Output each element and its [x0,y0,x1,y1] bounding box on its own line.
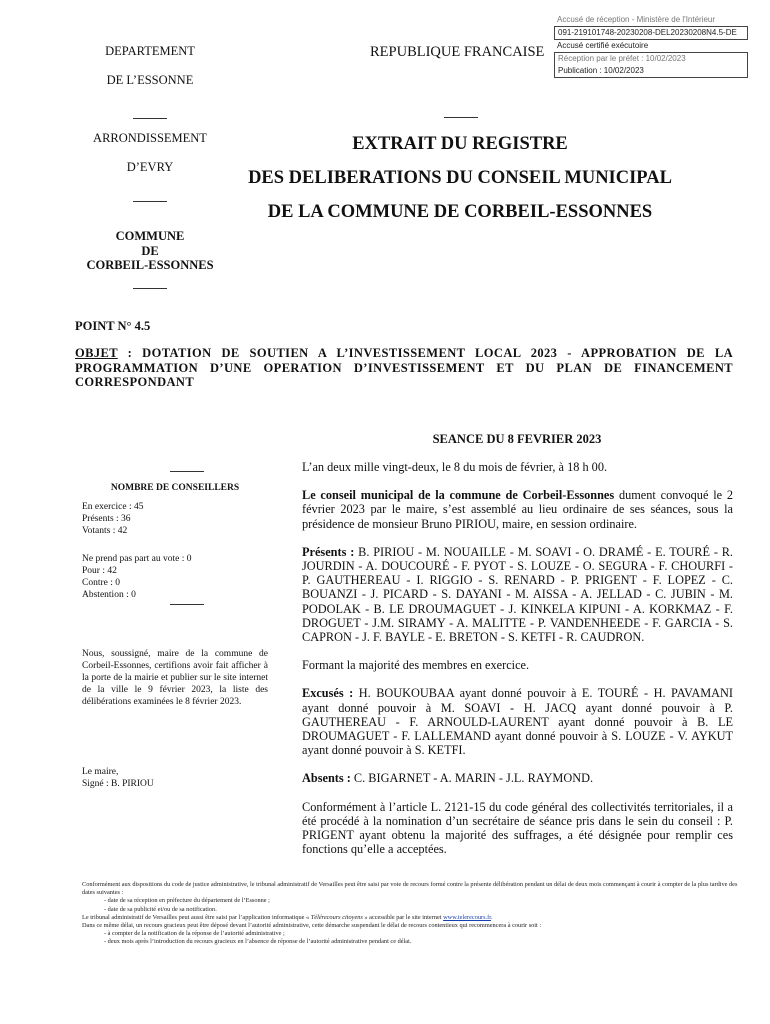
divider [133,288,167,289]
presents-list: B. PIRIOU - M. NOUAILLE - M. SOAVI - O. DRAMÉ - E. TOURÉ - R. JOURDIN - A. DOUCOURÉ - F. PYOT - S. LOUZE - O. SEGURA - F. CHOURFI - P. GAUTHEREAU - I. RIGGIO - S. RENARD - P. PRIGENT - F. LOPEZ - C. BOUANZI - J. PICARD - S. DAYANI - M. AISSA - A. JELLAD - C. JUBIN - M. PODOLAK - B. LE DROUMAGUET - J. KINKELA KIPUNI - A. KORKMAZ - F. DROGUET - J.M. SIRAMY - A. MALITTE - P. VANDENHEEDE - F. GARCIA - S. CAPRON - J. F. BAYLE - E. BRETON - S. KETFI - R. CAUDRON. [302,544,734,645]
conseil-paragraph [302,488,733,531]
stamp-certified: Accusé certifié exécutoire [557,41,649,50]
footer-line-2c: . [490,913,493,921]
arrondissement-label: ARRONDISSEMENT [93,131,207,145]
point-number: POINT N° 4.5 [75,319,151,333]
divider [170,604,204,605]
excuses-list: H. BOUKOUBAA ayant donné pouvoir à E. TOURÉ - H. PAVAMANI ayant donné pouvoir à M. SOAVI - H. JACQ ayant donné pouvoir à P. GAUTHEREAU - F. ARNOULD-LAURENT ayant donné pouvoir à B. LE DROUMAGUET - F. LALLEMAND ayant donné pouvoir à S. LOUZE - V. AYKUT ayant donné pouvoir à S. KETFI. [302,686,733,758]
stamp-reception: Réception par le préfet : 10/02/2023 [558,54,686,63]
excuses-label: Excusés : [302,686,354,701]
objet-text: DOTATION DE SOUTIEN A L’INVESTISSEMENT LOCAL 2023 - APPROBATION DE LA PROGRAMMATION D’UNE OPERATION D’INVESTISSEMENT ET DU PLAN DE FINANCEMENT CORRESPONDANT [75,346,733,389]
commune-l2: DE [141,243,159,258]
absents-list: C. BIGARNET - A. MARIN - J.L. RAYMOND. [350,771,594,786]
stamp-dates [554,52,748,78]
title-line-1: EXTRAIT DU REGISTRE [352,134,568,154]
counts-heading: NOMBRE DE CONSEILLERS [110,483,240,493]
secretaire-paragraph: Conformément à l’article L. 2121-15 du code général des collectivités territoriales, il a été procédé à la nomination d’un secrétaire de séance pris dans le sein du conseil : P. PRIGENT ayant obtenu la majorité des suffrages, a été désignée pour remplir ces fonctions qu’elle a acceptées. [302,799,733,857]
footer-bullet-1: - date de sa réception en préfecture du département de l’Essonne ; [104,897,270,905]
absents-paragraph [302,771,733,785]
excuses-paragraph [302,686,733,757]
title-line-2: DES DELIBERATIONS DU CONSEIL MUNICIPAL [248,168,672,188]
signature-name: Signé : B. PIRIOU [82,779,154,789]
telerecours-link[interactable]: www.telerecours.fr [443,913,491,921]
arrondissement-block [60,131,240,175]
arrondissement-name: D’EVRY [126,160,174,174]
republique-label: REPUBLIQUE FRANCAISE [370,44,545,60]
conseil-bold: Le conseil municipal de la commune de Corbeil-Essonnes [302,488,615,503]
footer-line-1: Conformément aux dispositions du code de justice administrative, le tribunal administratif de Versailles peut être saisi par voie de recours formé contre la présente délibération pendant un délai de deux mois commençant à courir à compter de la plus tardive des dates suivantes : [82,881,738,897]
footer-bullet-3: - à compter de la notification de la réponse de l’autorité administrative ; [104,930,285,938]
footer-bullet-2: - date de sa publicité et/ou de sa notification. [104,905,217,913]
vote-pour: Pour : 42 [82,566,117,576]
vote-abstention: Abstention : 0 [82,590,136,600]
departement-label: DEPARTEMENT [105,44,195,58]
conseil-rest: dument convoqué le 2 février 2023 par le maire, s’est assemblé au lieu ordinaire de ses séances, sous la présidence de monsieur Bruno PIRIOU, maire, en session ordinaire. [302,488,733,531]
objet-sep: : [117,346,143,360]
signature-block [82,766,268,790]
count-votants: Votants : 42 [82,526,128,536]
commune-l3: CORBEIL-ESSONNES [86,258,214,272]
footer-line-2a: Le tribunal administratif de Versailles peut aussi être saisi par l’application informatique « [82,913,311,921]
title-line-3: DE LA COMMUNE DE CORBEIL-ESSONNES [267,202,653,222]
footer-line-3: Dans ce même délai, un recours gracieux peut être déposé devant l’autorité administrative, cette démarche suspendant le délai de recours contentieux qui recommencera à courir soit : [82,922,542,930]
departement-name: DE L’ESSONNE [106,73,194,87]
presents-label: Présents : [302,544,355,559]
objet-label: OBJET [75,346,118,360]
divider [444,117,478,118]
footer-bullet-4: - deux mois après l’introduction du recours gracieux en l’absence de réponse de l’autorité administrative pendant ce délai. [104,938,412,946]
session-date: L’an deux mille vingt-deux, le 8 du mois de février, à 18 h 00. [302,460,608,474]
commune-l1: COMMUNE [115,229,185,243]
divider [170,471,204,472]
objet [75,346,733,390]
signature-title: Le maire, [82,767,119,777]
count-en-exercice: En exercice : 45 [82,502,144,512]
vote-ne-prend-pas: Ne prend pas part au vote : 0 [82,554,192,564]
seance-date: SEANCE DU 8 FEVRIER 2023 [432,432,602,446]
deliberation-body [302,460,733,870]
presents-paragraph [302,545,733,644]
stamp-publication: Publication : 10/02/2023 [558,66,644,75]
footer-line-2 [82,914,742,922]
majorite-text: Formant la majorité des membres en exercice. [302,658,530,673]
stamp-reference: 091-219101748-20230208-DEL20230208N4.5-DE [554,26,748,40]
footer-line-2-italic: Télérecours citoyens [310,913,363,921]
vote-contre: Contre : 0 [82,578,120,588]
stamp-title: Accusé de réception - Ministère de l'Intérieur [557,15,716,24]
footer-line-2b: » accessible par le site internet [362,913,444,921]
certification-text: Nous, soussigné, maire de la commune de Corbeil-Essonnes, certifions avoir fait afficher à la porte de la mairie et publier sur le site internet de la ville le 9 février 2023, la liste des délibérations examinées le 8 février 2023. [82,649,268,707]
departement-block [60,44,240,88]
receipt-stamp [554,14,748,78]
counts-block [82,482,268,601]
commune-block [48,229,252,273]
divider [133,201,167,202]
count-presents: Présents : 36 [82,514,131,524]
legal-footer [82,881,742,947]
divider [133,118,167,119]
absents-label: Absents : [302,771,351,786]
